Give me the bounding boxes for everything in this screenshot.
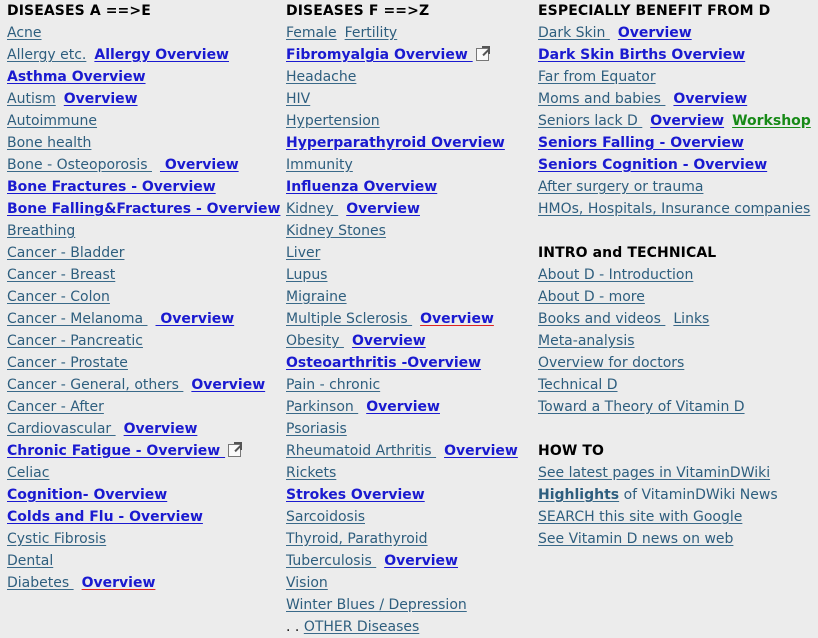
list-item <box>286 110 536 132</box>
list-item <box>286 616 536 638</box>
link-dark-skin-births-overview[interactable]: Dark Skin Births Overview <box>538 47 746 63</box>
link-latest-pages[interactable]: See latest pages in VitaminDWiki <box>538 465 771 481</box>
list-item <box>538 506 818 528</box>
link-fertility[interactable]: Fertility <box>344 25 398 41</box>
link-cancer-colon[interactable]: Cancer - Colon <box>7 289 110 305</box>
link-tuberculosis[interactable]: Tuberculosis <box>286 553 377 569</box>
link-cognition-overview[interactable]: Cognition- Overview <box>7 487 168 503</box>
link-immunity[interactable]: Immunity <box>286 157 353 173</box>
link-breathing[interactable]: Breathing <box>7 223 76 239</box>
link-news-on-web[interactable]: See Vitamin D news on web <box>538 531 734 547</box>
link-diabetes[interactable]: Diabetes <box>7 575 74 591</box>
list-item <box>7 22 282 44</box>
link-strokes-overview[interactable]: Strokes Overview <box>286 487 425 503</box>
link-headache[interactable]: Headache <box>286 69 357 85</box>
list-item <box>7 286 282 308</box>
column-header: DISEASES A ==>E <box>7 3 151 19</box>
link-celiac[interactable]: Celiac <box>7 465 50 481</box>
list-item <box>7 242 282 264</box>
link-kidney[interactable]: Kidney <box>286 201 339 217</box>
link-asthma-overview[interactable]: Asthma Overview <box>7 69 146 85</box>
link-other-diseases[interactable]: OTHER Diseases <box>303 619 420 635</box>
list-item <box>538 374 818 396</box>
ellipsis-text: . . <box>286 619 304 635</box>
list-item <box>538 352 818 374</box>
link-about-d-more[interactable]: About D - more <box>538 289 645 305</box>
link-cancer-breast[interactable]: Cancer - Breast <box>7 267 116 283</box>
list-item <box>538 176 818 198</box>
link-seniors-cognition-overview[interactable]: Seniors Cognition - Overview <box>538 157 768 173</box>
link-sarcoidosis[interactable]: Sarcoidosis <box>286 509 365 525</box>
link-cancer-melanoma[interactable]: Cancer - Melanoma <box>7 311 148 327</box>
link-migraine[interactable]: Migraine <box>286 289 347 305</box>
list-item <box>7 330 282 352</box>
link-vision[interactable]: Vision <box>286 575 328 591</box>
list-item <box>7 66 282 88</box>
link-cancer-after[interactable]: Cancer - After <box>7 399 104 415</box>
link-cancer-prostate[interactable]: Cancer - Prostate <box>7 355 128 371</box>
benefit-intro-howto-column <box>538 0 818 550</box>
link-cardiovascular-overview[interactable]: Overview <box>123 421 198 437</box>
list-item <box>286 242 536 264</box>
link-far-from-equator[interactable]: Far from Equator <box>538 69 656 85</box>
list-item <box>286 198 536 220</box>
diseases-f-z-column <box>286 0 536 638</box>
list-item <box>286 374 536 396</box>
link-obesity-overview[interactable]: Overview <box>351 333 426 349</box>
list-item <box>7 44 282 66</box>
link-liver[interactable]: Liver <box>286 245 321 261</box>
link-meta-analysis[interactable]: Meta-analysis <box>538 333 635 349</box>
list-item <box>286 506 536 528</box>
link-allergy-overview[interactable]: Allergy Overview <box>94 47 229 63</box>
link-hyperparathyroid-overview[interactable]: Hyperparathyroid Overview <box>286 135 505 151</box>
link-seniors-lack-d[interactable]: Seniors lack D <box>538 113 643 129</box>
column-header: DISEASES F ==>Z <box>286 3 430 19</box>
list-item <box>286 220 536 242</box>
link-seniors-lack-d-overview[interactable]: Overview <box>650 113 725 129</box>
external-link-icon[interactable] <box>228 444 241 457</box>
list-item <box>286 132 536 154</box>
list-item <box>538 198 818 220</box>
link-osteoporosis-overview[interactable]: Overview <box>159 157 239 173</box>
link-cardiovascular[interactable]: Cardiovascular <box>7 421 116 437</box>
list-item <box>286 418 536 440</box>
link-female[interactable]: Female <box>286 25 337 41</box>
link-rheumatoid-arthritis[interactable]: Rheumatoid Arthritis <box>286 443 437 459</box>
list-item <box>538 308 818 330</box>
list-item <box>7 88 282 110</box>
list-item <box>538 110 818 132</box>
list-item <box>286 572 536 594</box>
list-item <box>7 440 282 462</box>
list-item <box>7 396 282 418</box>
list-item <box>7 374 282 396</box>
link-kidney-overview[interactable]: Overview <box>346 201 420 217</box>
link-allergy[interactable]: Allergy etc. <box>7 47 87 63</box>
link-kidney-stones[interactable]: Kidney Stones <box>286 223 386 239</box>
link-ra-overview[interactable]: Overview <box>444 443 518 459</box>
list-item <box>538 330 818 352</box>
link-books-videos[interactable]: Books and videos <box>538 311 666 327</box>
link-colds-flu-overview[interactable]: Colds and Flu - Overview <box>7 509 203 525</box>
link-dark-skin-overview[interactable]: Overview <box>617 25 692 41</box>
section-header-benefit: ESPECIALLY BENEFIT FROM D <box>538 3 771 19</box>
link-search-google[interactable]: SEARCH this site with Google <box>538 509 743 525</box>
list-item <box>7 506 282 528</box>
list-item <box>7 462 282 484</box>
list-item <box>7 132 282 154</box>
list-item <box>7 220 282 242</box>
list-item <box>538 264 818 286</box>
list-item <box>538 396 818 418</box>
list-item <box>286 44 536 66</box>
link-winter-blues[interactable]: Winter Blues / Depression <box>286 597 467 613</box>
link-autism[interactable]: Autism <box>7 91 56 107</box>
list-item <box>7 110 282 132</box>
link-cancer-general[interactable]: Cancer - General, others <box>7 377 184 393</box>
list-item <box>286 176 536 198</box>
list-item <box>286 22 536 44</box>
link-theory-vitamin-d[interactable]: Toward a Theory of Vitamin D <box>538 399 745 415</box>
link-thyroid[interactable]: Thyroid, Parathyroid <box>286 531 428 547</box>
list-item <box>286 66 536 88</box>
list-item <box>7 264 282 286</box>
link-multiple-sclerosis[interactable]: Multiple Sclerosis <box>286 311 413 327</box>
list-item <box>7 418 282 440</box>
link-workshop[interactable]: Workshop <box>732 113 811 129</box>
list-item <box>538 66 818 88</box>
link-rickets[interactable]: Rickets <box>286 465 337 481</box>
link-dark-skin[interactable]: Dark Skin <box>538 25 610 41</box>
link-hiv[interactable]: HIV <box>286 91 311 107</box>
diseases-a-e-column <box>7 0 282 594</box>
list-item <box>7 176 282 198</box>
link-overview-doctors[interactable]: Overview for doctors <box>538 355 685 371</box>
section-header-intro: INTRO and TECHNICAL <box>538 245 717 261</box>
link-diabetes-overview[interactable]: Overview <box>81 575 156 591</box>
list-item <box>538 462 818 484</box>
list-item <box>286 88 536 110</box>
link-highlights[interactable]: Highlights <box>538 487 620 503</box>
list-item <box>286 330 536 352</box>
link-about-d-intro[interactable]: About D - Introduction <box>538 267 694 283</box>
link-moms-babies-overview[interactable]: Overview <box>673 91 748 107</box>
link-influenza-overview[interactable]: Influenza Overview <box>286 179 438 195</box>
link-fibromyalgia-overview[interactable]: Fibromyalgia Overview <box>286 47 473 63</box>
highlights-suffix: of VitaminDWiki News <box>619 487 778 503</box>
link-ms-overview[interactable]: Overview <box>420 311 494 327</box>
list-item <box>7 484 282 506</box>
list-item <box>538 154 818 176</box>
link-moms-babies[interactable]: Moms and babies <box>538 91 666 107</box>
link-hmos-hospitals[interactable]: HMOs, Hospitals, Insurance companies <box>538 201 811 217</box>
external-link-icon[interactable] <box>476 48 489 61</box>
list-item <box>286 352 536 374</box>
list-item <box>286 264 536 286</box>
link-pain-chronic[interactable]: Pain - chronic <box>286 377 381 393</box>
link-cancer-pancreatic[interactable]: Cancer - Pancreatic <box>7 333 143 349</box>
list-item <box>538 22 818 44</box>
list-item <box>7 550 282 572</box>
link-autism-overview[interactable]: Overview <box>63 91 138 107</box>
list-item <box>538 44 818 66</box>
link-bone-fractures-overview[interactable]: Bone Fractures - Overview <box>7 179 216 195</box>
link-bone-health[interactable]: Bone health <box>7 135 92 151</box>
list-item <box>286 594 536 616</box>
link-autoimmune[interactable]: Autoimmune <box>7 113 98 129</box>
link-chronic-fatigue-overview[interactable]: Chronic Fatigue - Overview <box>7 443 226 459</box>
link-obesity[interactable]: Obesity <box>286 333 344 349</box>
link-acne[interactable]: Acne <box>7 25 42 41</box>
link-cystic-fibrosis[interactable]: Cystic Fibrosis <box>7 531 107 547</box>
list-item <box>7 198 282 220</box>
link-cancer-bladder[interactable]: Cancer - Bladder <box>7 245 125 261</box>
link-lupus[interactable]: Lupus <box>286 267 328 283</box>
list-item <box>7 528 282 550</box>
link-osteoarthritis-overview[interactable]: Osteoarthritis -Overview <box>286 355 482 371</box>
list-item <box>286 440 536 462</box>
section-header-howto: HOW TO <box>538 443 604 459</box>
link-parkinson[interactable]: Parkinson <box>286 399 359 415</box>
link-melanoma-overview[interactable]: Overview <box>155 311 235 327</box>
list-item <box>538 484 818 506</box>
link-dental[interactable]: Dental <box>7 553 54 569</box>
list-item <box>286 528 536 550</box>
link-links[interactable]: Links <box>673 311 710 327</box>
list-item <box>286 550 536 572</box>
link-cancer-general-overview[interactable]: Overview <box>191 377 266 393</box>
spacer <box>538 220 818 242</box>
list-item <box>286 154 536 176</box>
list-item <box>286 308 536 330</box>
list-item <box>286 396 536 418</box>
link-tuberculosis-overview[interactable]: Overview <box>384 553 458 569</box>
spacer <box>538 418 818 440</box>
list-item <box>538 286 818 308</box>
list-item <box>538 528 818 550</box>
link-parkinson-overview[interactable]: Overview <box>366 399 440 415</box>
link-hypertension[interactable]: Hypertension <box>286 113 380 129</box>
link-osteoporosis[interactable]: Bone - Osteoporosis <box>7 157 152 173</box>
link-after-surgery[interactable]: After surgery or trauma <box>538 179 704 195</box>
link-seniors-falling-overview[interactable]: Seniors Falling - Overview <box>538 135 744 151</box>
link-psoriasis[interactable]: Psoriasis <box>286 421 347 437</box>
list-item <box>538 132 818 154</box>
list-item <box>538 88 818 110</box>
link-bone-falling-fractures-overview[interactable]: Bone Falling&Fractures - Overview <box>7 201 281 217</box>
link-technical-d[interactable]: Technical D <box>538 377 618 393</box>
list-item <box>7 352 282 374</box>
list-item <box>286 462 536 484</box>
list-item <box>7 572 282 594</box>
list-item <box>286 484 536 506</box>
list-item <box>7 308 282 330</box>
list-item <box>7 154 282 176</box>
list-item <box>286 286 536 308</box>
